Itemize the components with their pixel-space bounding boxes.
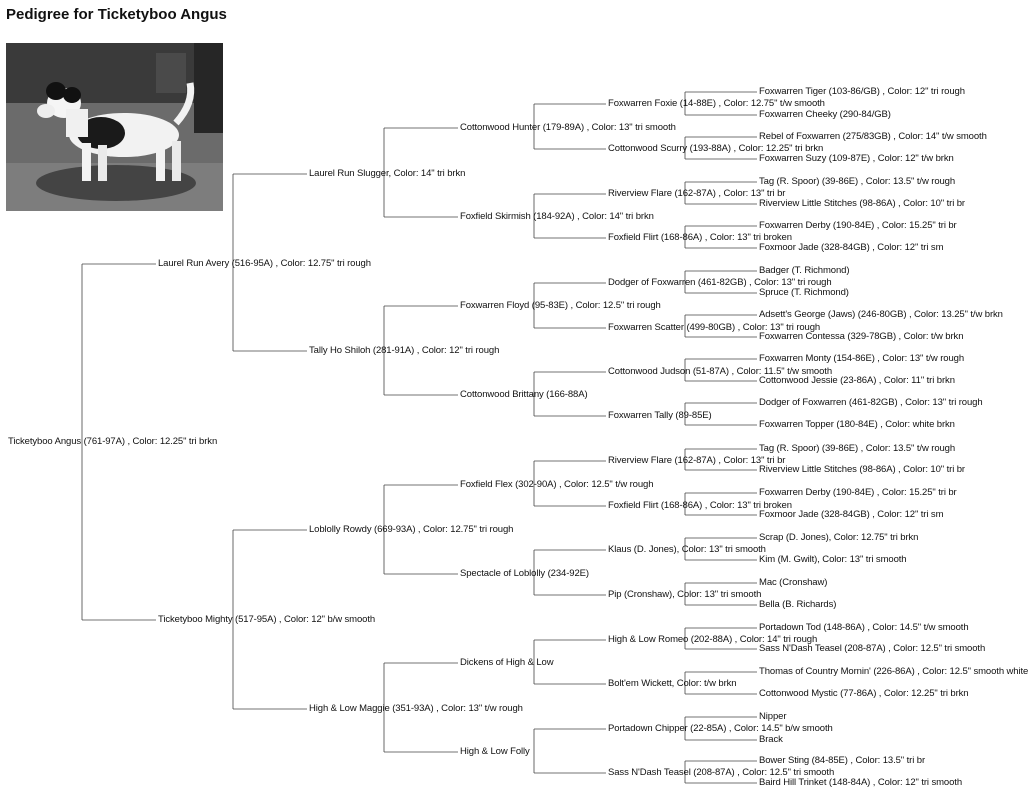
pedigree-entry-g5: Foxwarren Tiger (103-86/GB) , Color: 12" tri rough bbox=[759, 86, 965, 97]
pedigree-entry-g4: Foxwarren Foxie (14-88E) , Color: 12.75" t/w smooth bbox=[608, 98, 825, 109]
pedigree-entry-g3: High & Low Folly bbox=[460, 746, 530, 757]
pedigree-entry-g5: Riverview Little Stitches (98-86A) , Color: 10" tri br bbox=[759, 464, 965, 475]
pedigree-entry-g5: Scrap (D. Jones), Color: 12.75" tri brkn bbox=[759, 532, 919, 543]
pedigree-entry-g4: Foxwarren Scatter (499-80GB) , Color: 13" tri rough bbox=[608, 322, 821, 333]
pedigree-entry-g5: Adsett's George (Jaws) (246-80GB) , Color: 13.25" t/w brkn bbox=[759, 309, 1003, 320]
pedigree-entry-g1: Ticketyboo Mighty (517-95A) , Color: 12" b/w smooth bbox=[158, 614, 376, 625]
pedigree-entry-g5: Spruce (T. Richmond) bbox=[759, 287, 849, 298]
pedigree-entry-g5: Baird Hill Trinket (148-84A) , Color: 12" tri smooth bbox=[759, 777, 963, 788]
pedigree-entry-g5: Foxwarren Contessa (329-78GB) , Color: t/w brkn bbox=[759, 331, 964, 342]
pedigree-entry-g3: Spectacle of Loblolly (234-92E) bbox=[460, 568, 589, 579]
pedigree-entry-g4: Sass N'Dash Teasel (208-87A) , Color: 12.5" tri smooth bbox=[608, 767, 835, 778]
pedigree-entry-g5: Cottonwood Mystic (77-86A) , Color: 12.25" tri brkn bbox=[759, 688, 969, 699]
pedigree-entry-g4: Riverview Flare (162-87A) , Color: 13" tri br bbox=[608, 188, 786, 199]
pedigree-entry-g2: High & Low Maggie (351-93A) , Color: 13" t/w rough bbox=[309, 703, 523, 714]
pedigree-entry-g5: Brack bbox=[759, 734, 783, 745]
pedigree-entry-g5: Badger (T. Richmond) bbox=[759, 265, 850, 276]
pedigree-entry-g4: Cottonwood Scurry (193-88A) , Color: 12.25" tri brkn bbox=[608, 143, 824, 154]
pedigree-entry-g5: Bella (B. Richards) bbox=[759, 599, 837, 610]
pedigree-entry-g3: Foxfield Skirmish (184-92A) , Color: 14" tri brkn bbox=[460, 211, 654, 222]
pedigree-root: Ticketyboo Angus (761-97A) , Color: 12.25" tri brkn bbox=[8, 436, 218, 447]
pedigree-entry-g5: Foxwarren Cheeky (290-84/GB) bbox=[759, 109, 891, 120]
pedigree-entry-g5: Thomas of Country Mornin' (226-86A) , Color: 12.5" smooth white bbox=[759, 666, 1029, 677]
pedigree-entry-g5: Foxwarren Derby (190-84E) , Color: 15.25" tri br bbox=[759, 487, 957, 498]
pedigree-entry-g5: Nipper bbox=[759, 711, 787, 722]
page-title: Pedigree for Ticketyboo Angus bbox=[6, 6, 227, 23]
pedigree-entry-g4: Klaus (D. Jones), Color: 13" tri smooth bbox=[608, 544, 766, 555]
pedigree-entry-g4: Dodger of Foxwarren (461-82GB) , Color: 13" tri rough bbox=[608, 277, 832, 288]
pedigree-entry-g5: Foxmoor Jade (328-84GB) , Color: 12" tri sm bbox=[759, 509, 944, 520]
pedigree-entry-g5: Tag (R. Spoor) (39-86E) , Color: 13.5" t/w rough bbox=[759, 443, 956, 454]
pedigree-entry-g3: Cottonwood Hunter (179-89A) , Color: 13" tri smooth bbox=[460, 122, 676, 133]
pedigree-entry-g4: High & Low Romeo (202-88A) , Color: 14" tri rough bbox=[608, 634, 818, 645]
pedigree-entry-g3: Foxwarren Floyd (95-83E) , Color: 12.5" tri rough bbox=[460, 300, 661, 311]
pedigree-entry-g1: Laurel Run Avery (516-95A) , Color: 12.75" tri rough bbox=[158, 258, 371, 269]
pedigree-entry-g5: Tag (R. Spoor) (39-86E) , Color: 13.5" t/w rough bbox=[759, 176, 956, 187]
pedigree-entry-g3: Cottonwood Brittany (166-88A) bbox=[460, 389, 588, 400]
pedigree-entry-g5: Foxmoor Jade (328-84GB) , Color: 12" tri sm bbox=[759, 242, 944, 253]
pedigree-entry-g3: Dickens of High & Low bbox=[460, 657, 554, 668]
pedigree-entry-g2: Loblolly Rowdy (669-93A) , Color: 12.75" tri rough bbox=[309, 524, 514, 535]
pedigree-entry-g4: Foxfield Flirt (168-86A) , Color: 13" tri broken bbox=[608, 232, 792, 243]
pedigree-entry-g4: Foxwarren Tally (89-85E) bbox=[608, 410, 712, 421]
pedigree-entry-g4: Bolt'em Wickett, Color: t/w brkn bbox=[608, 678, 737, 689]
pedigree-entry-g5: Sass N'Dash Teasel (208-87A) , Color: 12.5" tri smooth bbox=[759, 643, 986, 654]
pedigree-entry-g2: Tally Ho Shiloh (281-91A) , Color: 12" tri rough bbox=[309, 345, 500, 356]
pedigree-entry-g4: Foxfield Flirt (168-86A) , Color: 13" tri broken bbox=[608, 500, 792, 511]
pedigree-entry-g4: Cottonwood Judson (51-87A) , Color: 11.5" t/w smooth bbox=[608, 366, 833, 377]
pedigree-entry-g5: Foxwarren Monty (154-86E) , Color: 13" t/w rough bbox=[759, 353, 965, 364]
pedigree-entry-g5: Foxwarren Derby (190-84E) , Color: 15.25" tri br bbox=[759, 220, 957, 231]
pedigree-entry-g3: Foxfield Flex (302-90A) , Color: 12.5" t/w rough bbox=[460, 479, 654, 490]
pedigree-entry-g5: Portadown Tod (148-86A) , Color: 14.5" t/w smooth bbox=[759, 622, 969, 633]
pedigree-entry-g4: Portadown Chipper (22-85A) , Color: 14.5" b/w smooth bbox=[608, 723, 833, 734]
pedigree-entry-g4: Pip (Cronshaw), Color: 13" tri smooth bbox=[608, 589, 762, 600]
pedigree-entry-g5: Dodger of Foxwarren (461-82GB) , Color: 13" tri rough bbox=[759, 397, 983, 408]
pedigree-entry-g5: Kim (M. Gwilt), Color: 13" tri smooth bbox=[759, 554, 907, 565]
pedigree-entry-g5: Foxwarren Topper (180-84E) , Color: white brkn bbox=[759, 419, 955, 430]
pedigree-entry-g5: Riverview Little Stitches (98-86A) , Color: 10" tri br bbox=[759, 198, 965, 209]
pedigree-entry-g4: Riverview Flare (162-87A) , Color: 13" tri br bbox=[608, 455, 786, 466]
pedigree-entry-g5: Mac (Cronshaw) bbox=[759, 577, 828, 588]
pedigree-entry-g5: Rebel of Foxwarren (275/83GB) , Color: 14" t/w smooth bbox=[759, 131, 987, 142]
pedigree-entry-g5: Foxwarren Suzy (109-87E) , Color: 12" t/w brkn bbox=[759, 153, 954, 164]
pedigree-entry-g5: Bower Sting (84-85E) , Color: 13.5" tri br bbox=[759, 755, 926, 766]
pedigree-entry-g5: Cottonwood Jessie (23-86A) , Color: 11" tri brkn bbox=[759, 375, 955, 386]
pedigree-entry-g2: Laurel Run Slugger, Color: 14" tri brkn bbox=[309, 168, 466, 179]
